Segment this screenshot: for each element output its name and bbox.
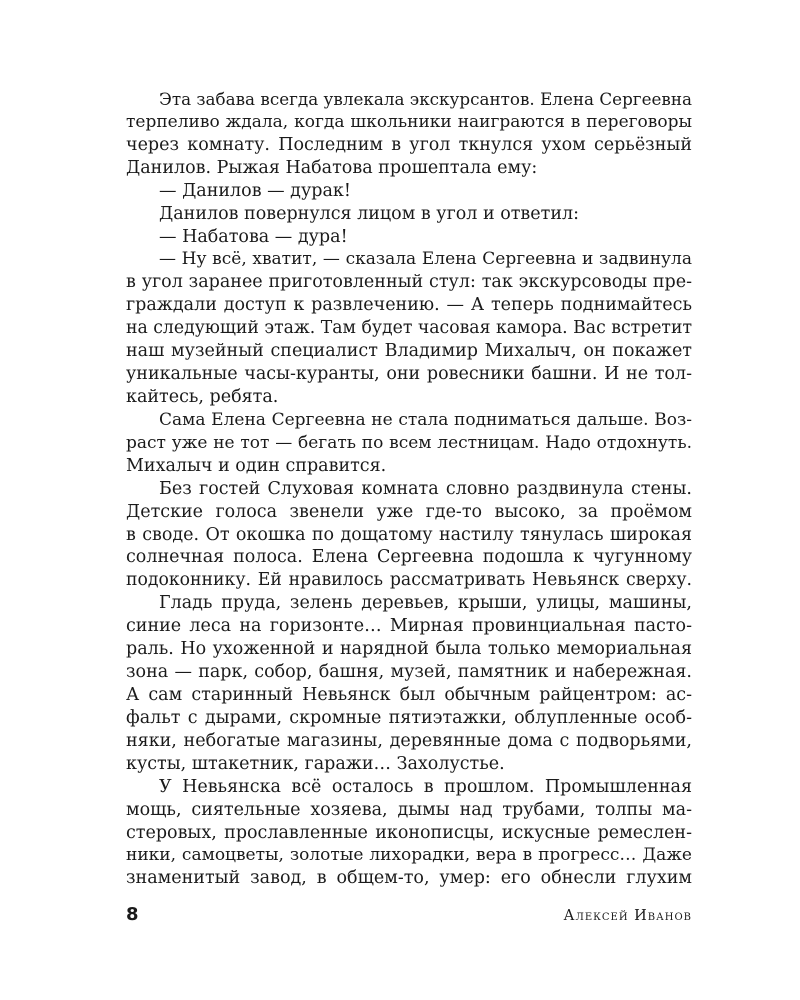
text-line: граждали доступ к развлечению. — А теперь поднимайтесь (126, 295, 692, 316)
text-line: через комнату. Последним в угол ткнулся ухом серьёзный (126, 134, 692, 155)
text-line: А сам старинный Невьянск был обычным райцентром: ас- (126, 684, 692, 705)
text-line: Сама Елена Сергеевна не стала подниматься дальше. Воз- (159, 409, 692, 430)
text-line: фальт с дырами, скромные пятиэтажки, облупленные особ- (126, 707, 692, 728)
running-head-author: Алексей Иванов (563, 908, 692, 924)
text-line: подоконнику. Ей нравилось рассматривать Невьянск сверху. (126, 570, 692, 591)
text-line: Данилов повернулся лицом в угол и ответил: (159, 203, 579, 224)
text-line: раль. Но ухоженной и нарядной была только мемориальная (126, 639, 692, 660)
text-line: в своде. От окошка по дощатому настилу тянулась широкая (126, 524, 692, 545)
text-line: наш музейный специалист Владимир Михалыч, он покажет (126, 341, 692, 362)
text-line: зона — парк, собор, башня, музей, памятник и набережная. (126, 662, 692, 683)
text-line: У Невьянска всё осталось в прошлом. Промышленная (159, 776, 692, 797)
text-line: няки, небогатые магазины, деревянные дома с подворьями, (126, 730, 692, 751)
text-line: Детские голоса звенели уже где-то высоко, за проёмом (126, 501, 692, 522)
text-line: Михалыч и один справится. (126, 455, 387, 476)
text-line: кусты, штакетник, гаражи… Захолустье. (126, 753, 505, 774)
text-line: — Набатова — дура! (159, 226, 348, 247)
text-line: в угол заранее приготовленный стул: так экскурсоводы пре- (126, 272, 692, 293)
text-line: — Данилов — дурак! (159, 180, 351, 201)
page-number: 8 (126, 904, 139, 925)
text-line: мощь, сиятельные хозяева, дымы над трубами, толпы ма- (126, 799, 692, 820)
text-line: Эта забава всегда увлекала экскурсантов. Елена Сергеевна (159, 89, 692, 109)
text-line: раст уже не тот — бегать по всем лестницам. Надо отдохнуть. (126, 432, 692, 453)
text-line: стеровых, прославленные иконописцы, искусные ремеслен- (126, 822, 692, 843)
text-line: знаменитый завод, в общем-то, умер: его обнесли глухим (126, 868, 692, 889)
text-line: Гладь пруда, зелень деревьев, крыши, улицы, машины, (159, 593, 692, 614)
text-line: Данилов. Рыжая Набатова прошептала ему: (126, 157, 538, 178)
text-line: — Ну всё, хватит, — сказала Елена Сергеевна и задвинула (159, 249, 692, 270)
text-line: синие леса на горизонте… Мирная провинциальная пасто- (126, 616, 692, 637)
text-line: Без гостей Слуховая комната словно раздвинула стены. (159, 478, 692, 499)
text-line: терпеливо ждала, когда школьники наиграются в переговоры (126, 111, 692, 132)
text-line: солнечная полоса. Елена Сергеевна подошла к чугунному (126, 547, 692, 568)
text-line: на следующий этаж. Там будет часовая камора. Вас встретит (126, 318, 692, 339)
body-text (126, 88, 692, 890)
text-line: уникальные часы-куранты, они ровесники башни. И не тол- (126, 364, 692, 385)
text-line: кайтесь, ребята. (126, 386, 279, 407)
text-line: ники, самоцветы, золотые лихорадки, вера в прогресс… Даже (126, 845, 692, 866)
